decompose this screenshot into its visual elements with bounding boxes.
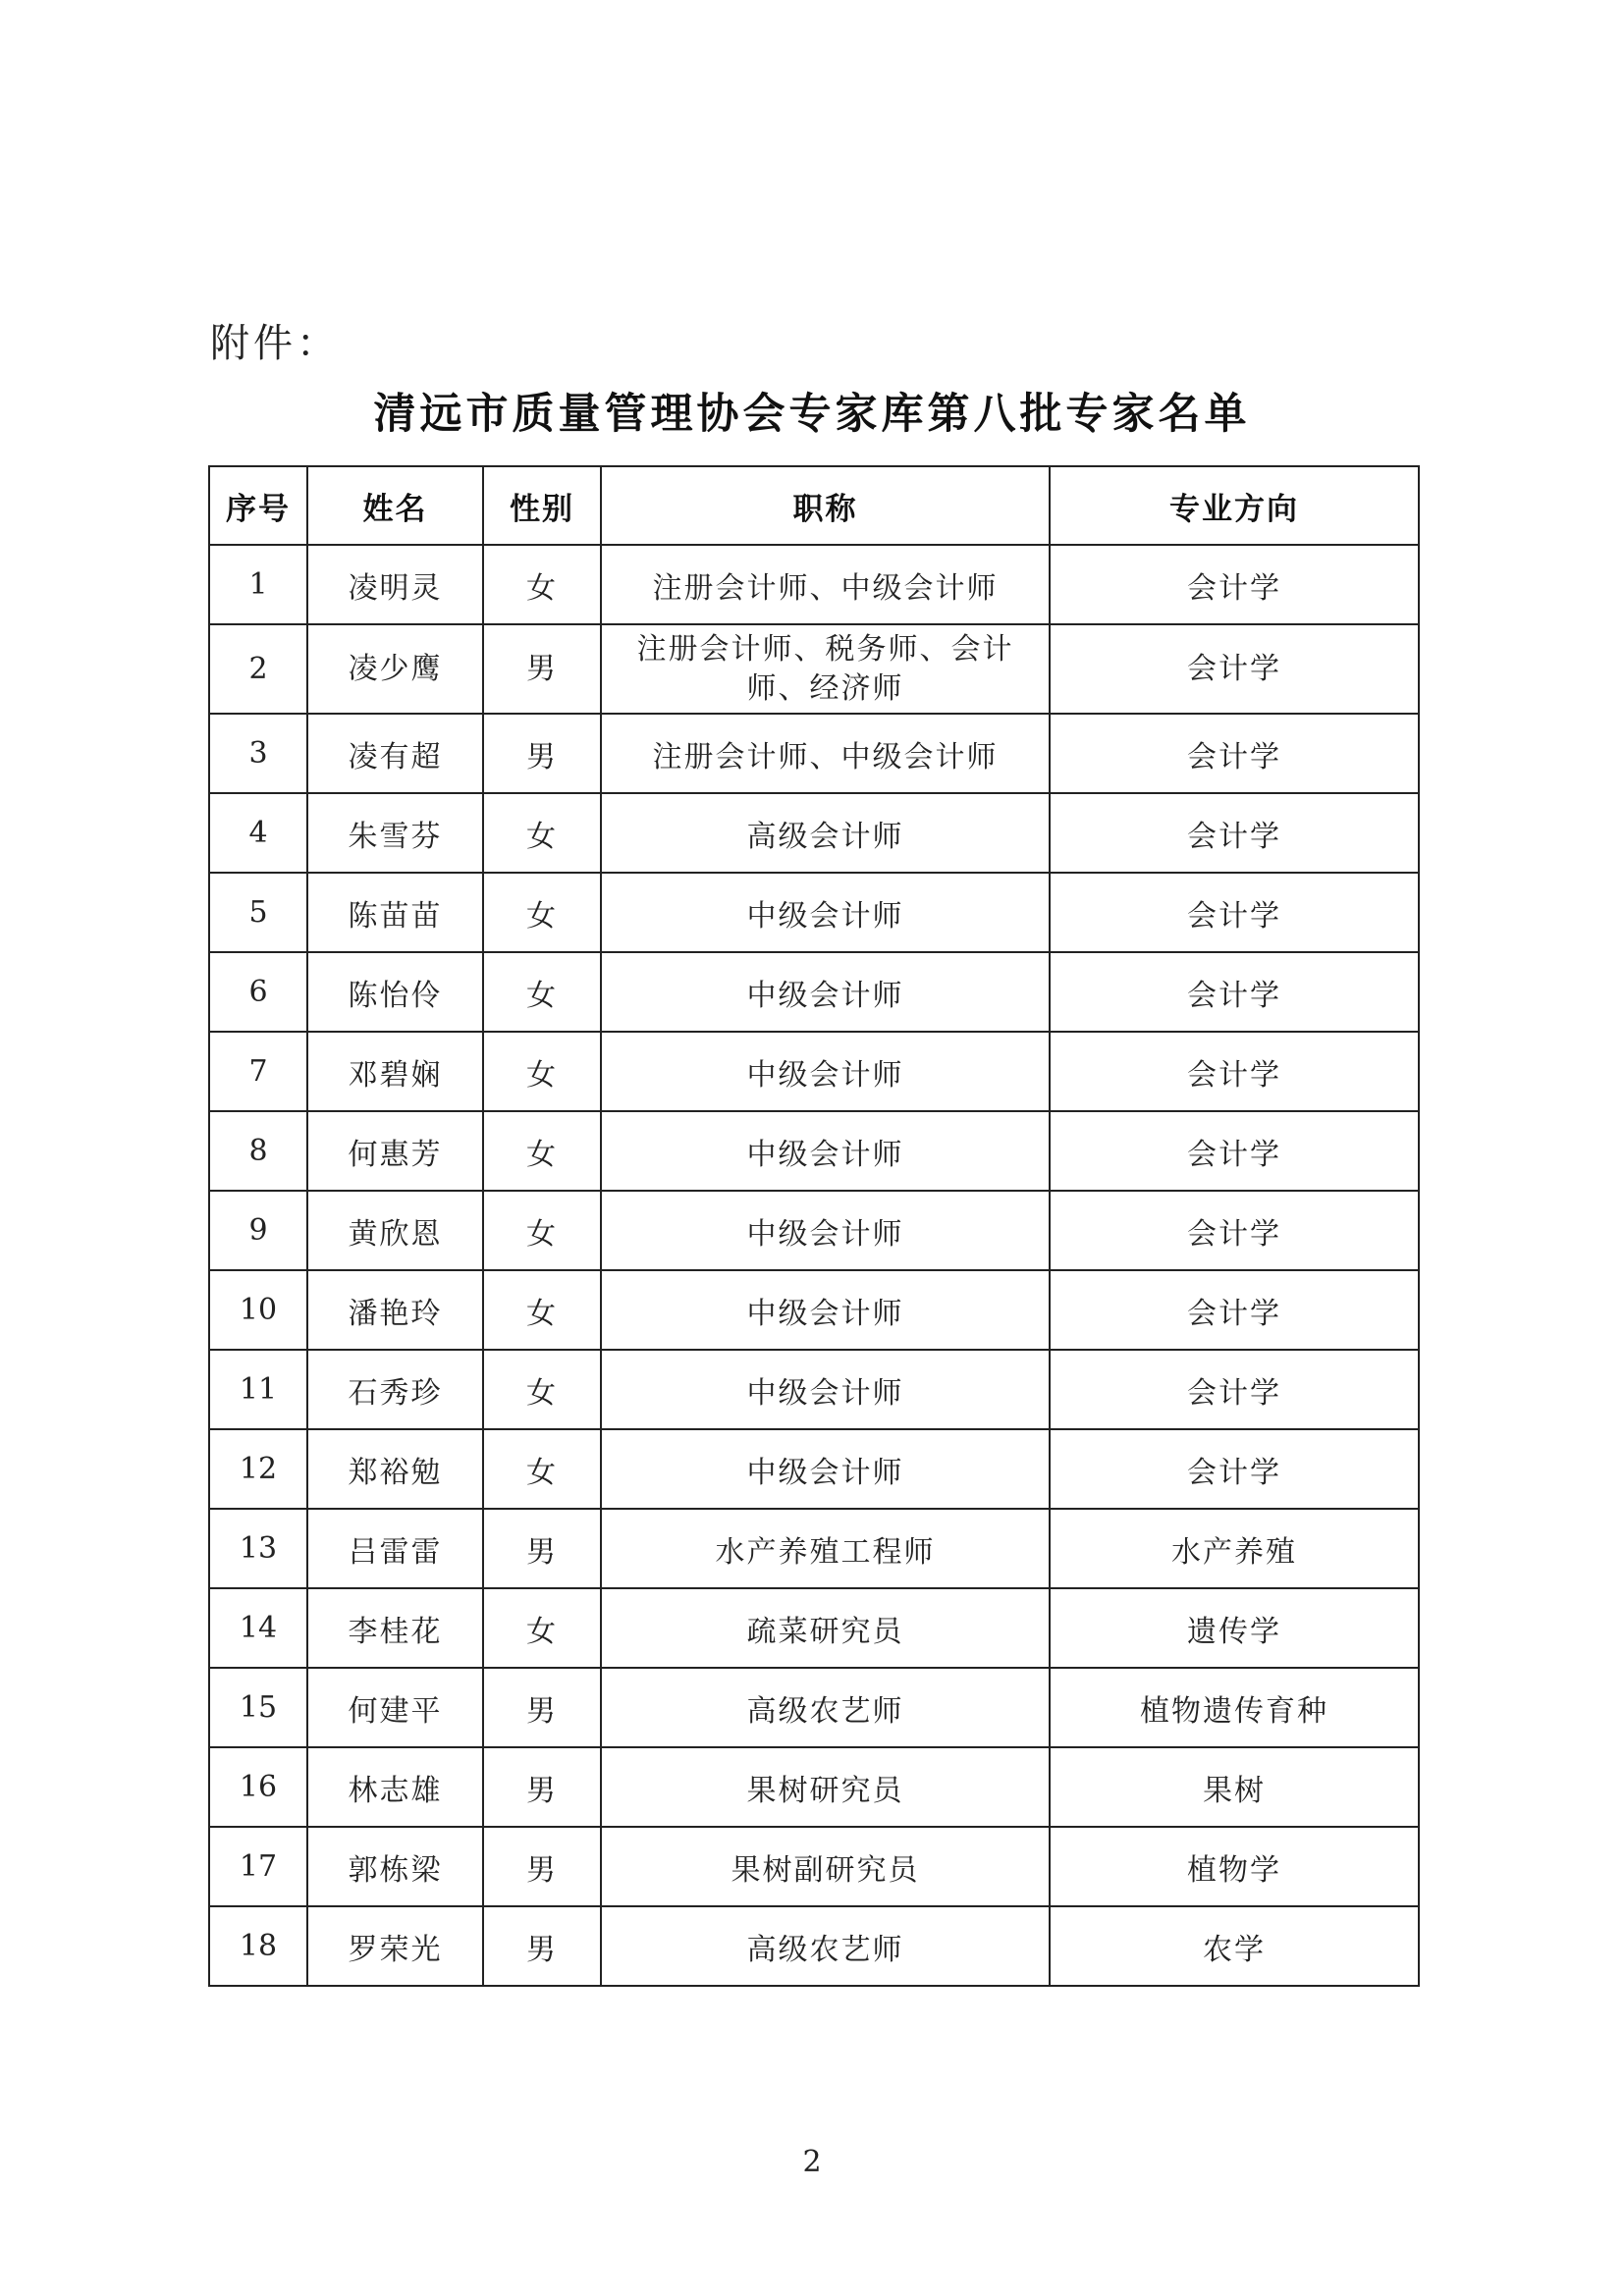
cell-title: 疏菜研究员 [601,1588,1050,1668]
table-row [209,1429,1419,1509]
table-header-row [209,466,1419,545]
cell-gender: 女 [483,1429,601,1509]
table-row [209,624,1419,714]
cell-name: 凌有超 [307,714,483,793]
header-gender: 性别 [483,466,601,545]
cell-seq: 7 [209,1032,307,1111]
cell-name: 何惠芳 [307,1111,483,1191]
table-row [209,545,1419,624]
cell-field: 会计学 [1050,545,1419,624]
cell-gender: 男 [483,1668,601,1747]
cell-field: 会计学 [1050,714,1419,793]
cell-field: 会计学 [1050,873,1419,952]
page-number: 2 [802,2145,822,2179]
cell-title: 中级会计师 [601,952,1050,1032]
cell-gender: 女 [483,1191,601,1270]
cell-title: 中级会计师 [601,1350,1050,1429]
cell-title: 中级会计师 [601,1111,1050,1191]
cell-field: 果树 [1050,1747,1419,1827]
cell-name: 李桂花 [307,1588,483,1668]
cell-name: 何建平 [307,1668,483,1747]
cell-field: 水产养殖 [1050,1509,1419,1588]
cell-name: 罗荣光 [307,1906,483,1986]
cell-gender: 女 [483,1588,601,1668]
cell-gender: 女 [483,793,601,873]
cell-name: 郑裕勉 [307,1429,483,1509]
cell-field: 会计学 [1050,1111,1419,1191]
cell-title: 中级会计师 [601,1429,1050,1509]
cell-seq: 11 [209,1350,307,1429]
cell-seq: 9 [209,1191,307,1270]
cell-title: 中级会计师 [601,1032,1050,1111]
table-row [209,1111,1419,1191]
table-row [209,873,1419,952]
cell-gender: 男 [483,624,601,714]
cell-seq: 14 [209,1588,307,1668]
table-row [209,1270,1419,1350]
cell-field: 会计学 [1050,1191,1419,1270]
cell-title: 水产养殖工程师 [601,1509,1050,1588]
cell-title: 中级会计师 [601,873,1050,952]
attachment-label: 附件： [210,321,340,366]
cell-title: 高级农艺师 [601,1906,1050,1986]
table-row [209,1350,1419,1429]
cell-field: 会计学 [1050,1270,1419,1350]
cell-field: 农学 [1050,1906,1419,1986]
cell-seq: 1 [209,545,307,624]
cell-seq: 4 [209,793,307,873]
table-row [209,1668,1419,1747]
cell-seq: 15 [209,1668,307,1747]
cell-gender: 女 [483,873,601,952]
cell-seq: 12 [209,1429,307,1509]
cell-title: 中级会计师 [601,1270,1050,1350]
cell-seq: 17 [209,1827,307,1906]
cell-seq: 3 [209,714,307,793]
cell-title: 高级会计师 [601,793,1050,873]
cell-gender: 女 [483,545,601,624]
cell-name: 黄欣恩 [307,1191,483,1270]
cell-name: 吕雷雷 [307,1509,483,1588]
cell-name: 林志雄 [307,1747,483,1827]
cell-name: 凌明灵 [307,545,483,624]
cell-field: 会计学 [1050,1429,1419,1509]
cell-seq: 18 [209,1906,307,1986]
cell-title: 注册会计师、中级会计师 [601,714,1050,793]
cell-title: 高级农艺师 [601,1668,1050,1747]
cell-name: 石秀珍 [307,1350,483,1429]
cell-gender: 女 [483,952,601,1032]
cell-gender: 女 [483,1032,601,1111]
cell-gender: 男 [483,1827,601,1906]
cell-gender: 女 [483,1270,601,1350]
cell-gender: 女 [483,1350,601,1429]
cell-title: 中级会计师 [601,1191,1050,1270]
table-row [209,1509,1419,1588]
header-title: 职称 [601,466,1050,545]
table-row [209,793,1419,873]
header-field: 专业方向 [1050,466,1419,545]
expert-roster-table [208,465,1420,1987]
table-row [209,1827,1419,1906]
cell-title: 果树研究员 [601,1747,1050,1827]
cell-seq: 5 [209,873,307,952]
cell-field: 植物遗传育种 [1050,1668,1419,1747]
cell-field: 会计学 [1050,952,1419,1032]
cell-name: 朱雪芬 [307,793,483,873]
cell-name: 陈苗苗 [307,873,483,952]
table-row [209,1906,1419,1986]
cell-seq: 10 [209,1270,307,1350]
table-row [209,952,1419,1032]
cell-name: 郭栋梁 [307,1827,483,1906]
table-row [209,1747,1419,1827]
table-row [209,1032,1419,1111]
cell-seq: 13 [209,1509,307,1588]
cell-seq: 16 [209,1747,307,1827]
cell-gender: 男 [483,1509,601,1588]
cell-title: 注册会计师、中级会计师 [601,545,1050,624]
cell-field: 会计学 [1050,1350,1419,1429]
cell-gender: 女 [483,1111,601,1191]
cell-seq: 8 [209,1111,307,1191]
table-row [209,1191,1419,1270]
cell-field: 遗传学 [1050,1588,1419,1668]
cell-field: 会计学 [1050,793,1419,873]
cell-name: 凌少鹰 [307,624,483,714]
cell-name: 潘艳玲 [307,1270,483,1350]
cell-gender: 男 [483,1906,601,1986]
header-name: 姓名 [307,466,483,545]
header-seq: 序号 [209,466,307,545]
cell-field: 会计学 [1050,1032,1419,1111]
cell-seq: 2 [209,624,307,714]
cell-name: 邓碧娴 [307,1032,483,1111]
cell-gender: 男 [483,714,601,793]
document-title: 清远市质量管理协会专家库第八批专家名单 [373,390,1251,439]
table-row [209,714,1419,793]
table-body [209,545,1419,1986]
table-row [209,1588,1419,1668]
cell-name: 陈怡伶 [307,952,483,1032]
cell-title: 注册会计师、税务师、会计师、经济师 [601,624,1050,714]
cell-field: 植物学 [1050,1827,1419,1906]
cell-title: 果树副研究员 [601,1827,1050,1906]
cell-field: 会计学 [1050,624,1419,714]
cell-seq: 6 [209,952,307,1032]
cell-gender: 男 [483,1747,601,1827]
